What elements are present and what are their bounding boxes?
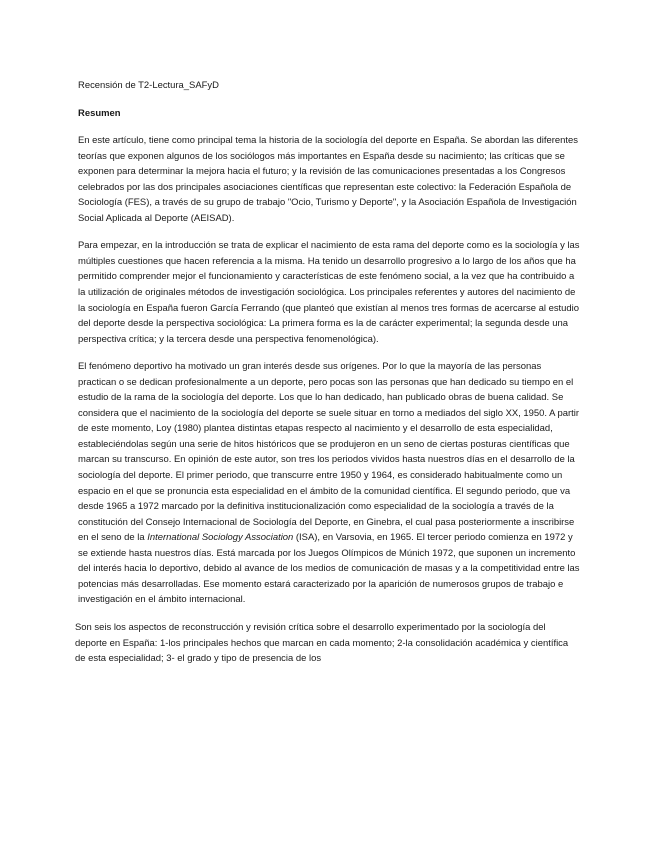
paragraph-3-text-end: (ISA), en Varsovia, en 1965. El tercer periodo comienza en 1972 y se extiende hasta nuestros días. Está marcada por los Juegos Olímpicos de Múnich 1972, que suponen un incremento del interés hacia lo deportivo, debido al avance de los medios de comunicación de masas y a la competitividad entre las potencias más desarrolladas. Ese momento estará caracterizado por la aparición de numerosos grupos de trabajo e investigación en el ámbito internacional. xyxy=(78,532,580,606)
section-heading-resumen: Resumen xyxy=(78,107,121,119)
document-body xyxy=(75,78,580,667)
paragraph-4: Son seis los aspectos de reconstrucción y revisión crítica sobre el desarrollo experimentado por la sociología del deporte en España: 1-los principales hechos que marcan en cada momento; 2-la consolidación académica y científica de esta especialidad; 3- el grado y tipo de presencia de los xyxy=(75,621,569,665)
paragraph-1: En este artículo, tiene como principal tema la historia de la sociología del deporte en España. Se abordan las diferentes teorías que exponen algunos de los sociólogos más importantes en España desde su nacimiento; las críticas que se exponen para determinar la mejora hacia el futuro; y la revisión de las comunicaciones presentadas a los Congresos celebrados por las dos principales asociaciones científicas que representan este colectivo: la Federación Española de Sociología (FES), a través de su grupo de trabajo "Ocio, Turismo y Deporte", y la Asociación Española de Investigación Social Aplicada al Deporte (AEISAD). xyxy=(78,135,578,224)
paragraph-3-text-start: El fenómeno deportivo ha motivado un gran interés desde sus orígenes. Por lo que la mayoría de las personas practican o se dedican profesionalmente a un deporte, pero pocas son las personas que han dedicado su tiempo en el estudio de la rama de la sociología del deporte. Los que lo han dedicado, han publicado obras de buena calidad. Se considera que el nacimiento de la sociología del deporte se suele situar en torno a mediados del siglo XX, 1950. A partir de este momento, Loy (1980) plantea distintas etapas respecto al nacimiento y el desarrollo de esta especialidad, estableciéndolas según una serie de hitos históricos que se produjeron en un seno de ciertas posturas científicas que marcan su transcurso. En opinión de este autor, son tres los periodos vividos hasta nuestros días en el desarrollo de la sociología del deporte. El primer periodo, que transcurre entre 1950 y 1964, es considerado habitualmente como un espacio en el que se pronuncia esta especialidad en el ámbito de la comunidad científica. El segundo periodo, que va desde 1965 a 1972 marcado por la definitiva institucionalización como especialidad de la sociología a través de la constitución del Consejo Internacional de Sociología del Deporte, en Ginebra, el cual pasa posteriormente a inscribirse en el seno de la xyxy=(78,361,580,544)
paragraph-3-italic-term: International Sociology Association xyxy=(147,532,294,544)
document-title: Recensión de T2-Lectura_SAFyD xyxy=(78,80,219,91)
paragraph-2: Para empezar, en la introducción se trata de explicar el nacimiento de esta rama del deporte como es la sociología y las múltiples cuestiones que hacen referencia a la misma. Ha tenido un desarrollo progresivo a lo largo de los años que ha permitido comprender mejor el funcionamiento y características de este fenómeno social, a la vez que ha contribuido a la utilización de originales métodos de investigación sociológica. Los principales referentes y autores del nacimiento de la sociología en España fueron García Ferrando (que planteó que existían al menos tres formas de acercarse al estudio del deporte desde la perspectiva sociológica: La primera forma es la de carácter experimental; la segunda desde una perspectiva crítica; y la tercera desde una perspectiva fenomenológica). xyxy=(78,240,580,345)
paragraph-3 xyxy=(78,359,580,608)
